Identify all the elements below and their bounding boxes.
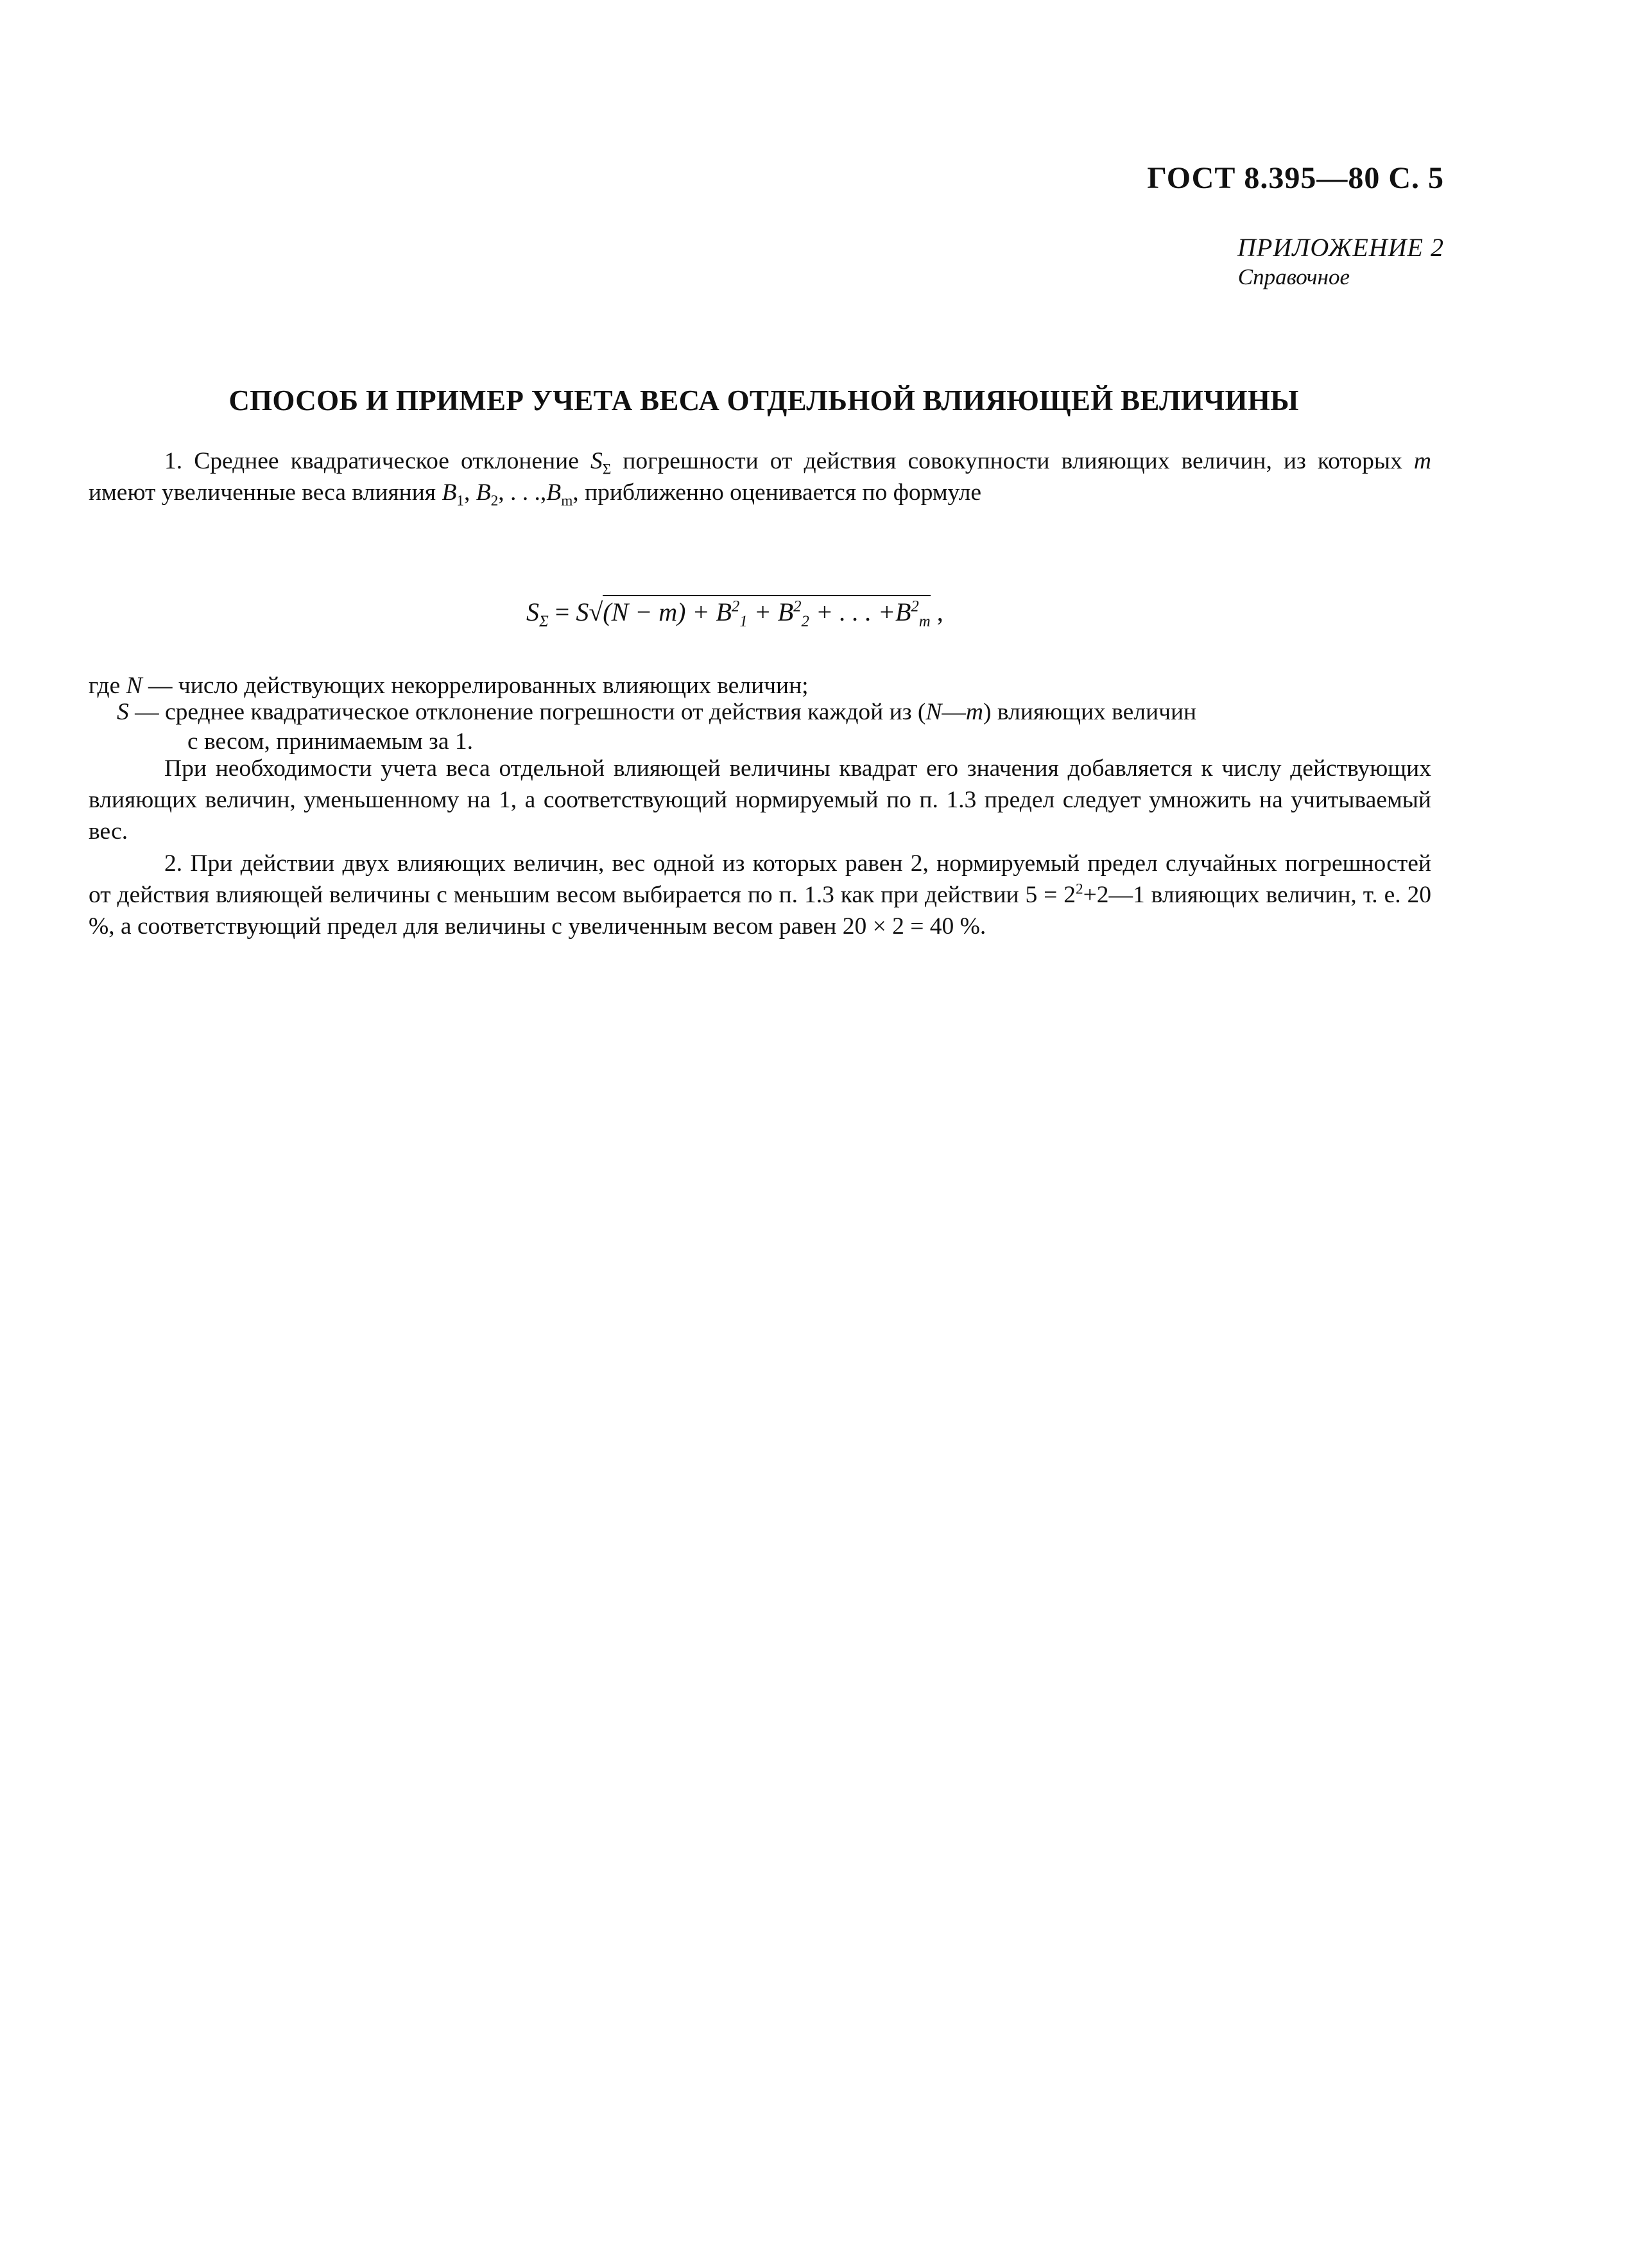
para3-text-b: +2—1 влияющих величин, т. е. 20 %, а соответствующий предел для величины с увеличенным весом равен 20 × 2 = 40 %. [89,882,1431,940]
where-lead: где [89,673,126,699]
para1-text-a: 1. Среднее квадратическое отклонение [164,448,590,474]
formula-equals: = [548,597,576,626]
formula-inner-1: (N − m) + B [603,597,732,626]
symbol-bm-sub: m [561,492,573,510]
symbol-m: m [1413,448,1432,474]
formula-sup-1: 2 [731,597,740,615]
where-s-m: m [965,699,983,725]
formula-plus-1: + B [747,597,794,626]
formula [526,597,943,630]
where-n-description: — число действующих некоррелированных влияющих величин; [142,673,809,699]
sqrt-symbol: √ [589,597,603,626]
where-s-description-c: с весом, принимаемым за 1. [187,728,474,755]
para1-text-c: имеют увеличенные веса влияния [89,479,442,506]
paragraph-2: При необходимости учета веса отдельной влияющей величины квадрат его значения добавляется к числу действующих влияющих величин, уменьшенному на 1, а соответствующий нормируемый по п. 1.3 предел следует умножить на учитываемый вес. [89,755,1431,845]
formula-lhs-sub: Σ [539,613,549,630]
formula-sub-3: m [918,613,931,630]
para3-sup: 2 [1075,881,1083,898]
para1-text-d: , приближенно оценивается по формуле [572,479,982,506]
where-symbol-s: S [117,699,129,725]
formula-s: S [576,597,589,626]
symbol-s: S [590,448,603,474]
where-s-description-b: ) влияющих величин [983,699,1197,725]
symbol-b1: B [442,479,457,506]
para1-text-b: погрешности от действия совокупности влияющих величин, из которых [611,448,1414,474]
para1-sep1: , [463,479,476,506]
symbol-b1-sub: 1 [456,492,464,510]
symbol-b2-sub: 2 [490,492,499,510]
appendix-kind: Справочное [1237,264,1350,289]
formula-sub-2: 2 [801,613,809,630]
formula-sup-2: 2 [793,597,802,615]
where-clause-s [117,698,1433,757]
where-s-description-a: — среднее квадратическое отклонение погрешности от действия каждой из ( [128,699,926,725]
where-clause-n [89,670,1431,701]
symbol-bm: B [546,479,562,506]
symbol-sigma: Σ [602,461,612,478]
paragraph-1 [89,445,1431,508]
paragraph-3 [89,848,1431,942]
formula-radicand [603,595,931,630]
formula-plus-2: + . . . +B [809,597,911,626]
para3-text-a: 2. При действии двух влияющих величин, вес одной из которых равен 2, нормируемый предел случайных погрешностей от действия влияющей величины с меньшим весом выбирается по п. 1.3 как при действии 5 = 2 [89,850,1431,908]
document-reference: ГОСТ 8.395—80 С. 5 [1147,161,1444,195]
formula-tail: , [930,597,943,626]
where-symbol-n: N [126,673,142,699]
where-s-dash: — [942,699,966,725]
symbol-b2: B [476,479,491,506]
formula-sub-1: 1 [739,613,748,630]
formula-lhs-s: S [526,597,539,626]
section-title: СПОСОБ И ПРИМЕР УЧЕТА ВЕСА ОТДЕЛЬНОЙ ВЛИЯЮЩЕЙ ВЕЛИЧИНЫ [228,384,1299,417]
formula-sup-3: 2 [911,597,919,615]
appendix-title: ПРИЛОЖЕНИЕ 2 [1237,233,1444,262]
where-s-n: N [925,699,942,725]
para1-sep2: , . . ., [498,479,547,506]
